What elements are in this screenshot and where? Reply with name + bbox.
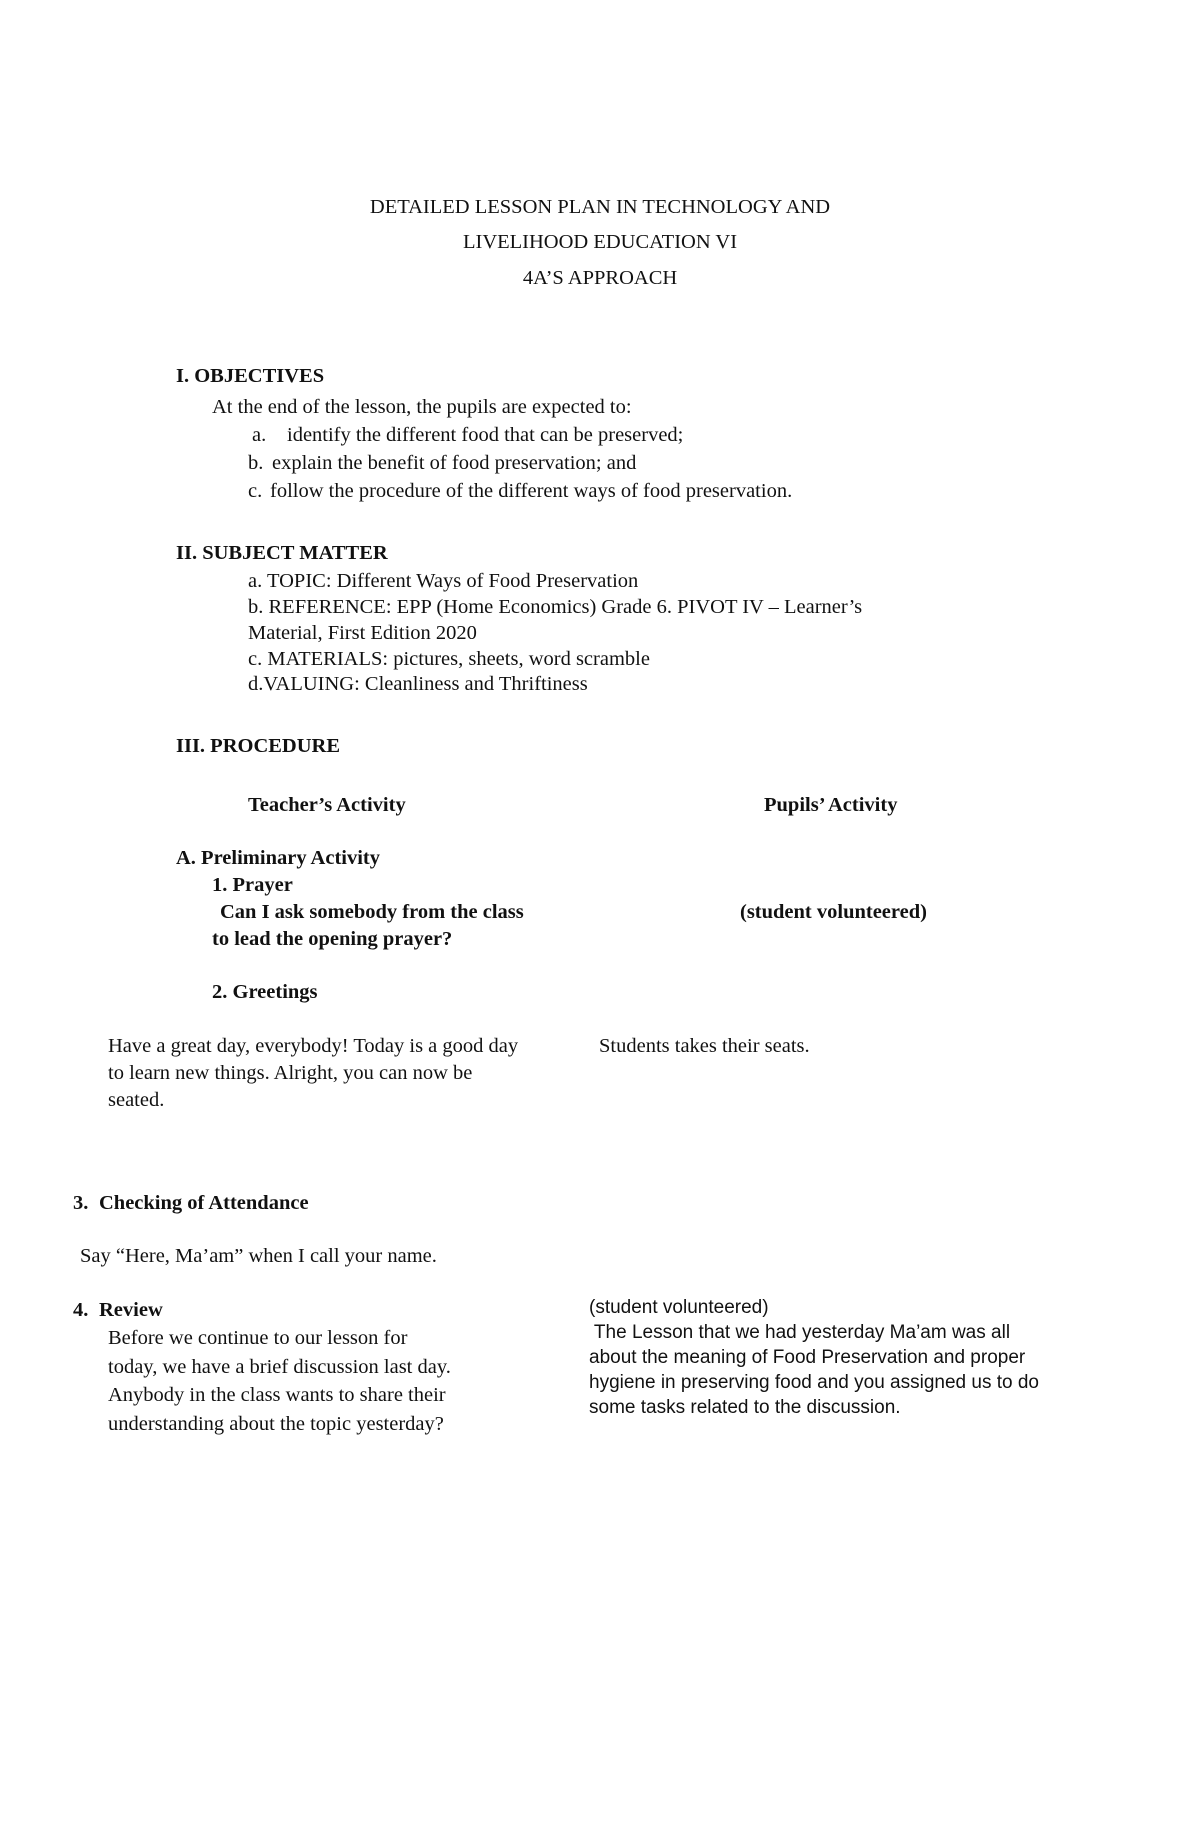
review-pupil-line-1: (student volunteered): [589, 1297, 769, 1318]
objective-c-marker: c.: [248, 480, 263, 502]
greetings-teacher-line-1: Have a great day, everybody! Today is a good day: [108, 1035, 519, 1057]
attendance-number: 3.: [73, 1192, 89, 1214]
review-teacher-line-3: Anybody in the class wants to share their: [108, 1384, 446, 1406]
objective-b-marker: b.: [248, 452, 264, 474]
prayer-pupil-response: (student volunteered): [740, 901, 927, 923]
objectives-heading: I. OBJECTIVES: [176, 365, 325, 387]
title-line-3: 4A’S APPROACH: [522, 267, 678, 289]
preliminary-activity-heading: A. Preliminary Activity: [176, 847, 381, 869]
objective-b-text: explain the benefit of food preservation; and: [272, 452, 637, 474]
subject-topic: a. TOPIC: Different Ways of Food Preservation: [248, 570, 639, 592]
subject-reference-line-2: Material, First Edition 2020: [248, 622, 477, 644]
attendance-teacher: Say “Here, Ma’am” when I call your name.: [80, 1245, 437, 1267]
title-line-2: LIVELIHOOD EDUCATION VI: [462, 231, 738, 253]
attendance-heading: Checking of Attendance: [99, 1192, 309, 1214]
teacher-activity-header: Teacher’s Activity: [248, 794, 406, 816]
review-heading: Review: [99, 1299, 163, 1321]
objectives-intro: At the end of the lesson, the pupils are expected to:: [212, 396, 632, 418]
greetings-heading: 2. Greetings: [212, 981, 318, 1003]
review-pupil-line-5: some tasks related to the discussion.: [589, 1397, 901, 1418]
prayer-teacher-line-2: to lead the opening prayer?: [212, 928, 453, 950]
prayer-teacher-line-1: Can I ask somebody from the class: [220, 901, 524, 923]
prayer-heading: 1. Prayer: [212, 874, 293, 896]
subject-reference-line-1: b. REFERENCE: EPP (Home Economics) Grade 6. PIVOT IV – Learner’s: [248, 596, 863, 618]
subject-materials: c. MATERIALS: pictures, sheets, word scramble: [248, 648, 650, 670]
procedure-heading: III. PROCEDURE: [176, 735, 341, 757]
subject-matter-heading: II. SUBJECT MATTER: [176, 542, 388, 564]
review-teacher-line-1: Before we continue to our lesson for: [108, 1327, 408, 1349]
review-pupil-line-4: hygiene in preserving food and you assigned us to do: [589, 1372, 1039, 1393]
review-pupil-line-2: The Lesson that we had yesterday Ma’am was all: [589, 1322, 1011, 1343]
review-teacher-line-4: understanding about the topic yesterday?: [108, 1413, 444, 1435]
greetings-teacher-line-2: to learn new things. Alright, you can now be: [108, 1062, 473, 1084]
pupil-activity-header: Pupils’ Activity: [764, 794, 898, 816]
greetings-pupil-response: Students takes their seats.: [599, 1035, 810, 1057]
objective-a-text: identify the different food that can be preserved;: [287, 424, 684, 446]
greetings-teacher-line-3: seated.: [108, 1089, 165, 1111]
review-number: 4.: [73, 1299, 89, 1321]
review-pupil-line-3: about the meaning of Food Preservation and proper: [589, 1347, 1026, 1368]
review-teacher-line-2: today, we have a brief discussion last day.: [108, 1356, 451, 1378]
title-line-1: DETAILED LESSON PLAN IN TECHNOLOGY AND: [369, 196, 831, 218]
objective-a-marker: a.: [252, 424, 267, 446]
objective-c-text: follow the procedure of the different ways of food preservation.: [270, 480, 793, 502]
subject-valuing: d.VALUING: Cleanliness and Thriftiness: [248, 673, 588, 695]
